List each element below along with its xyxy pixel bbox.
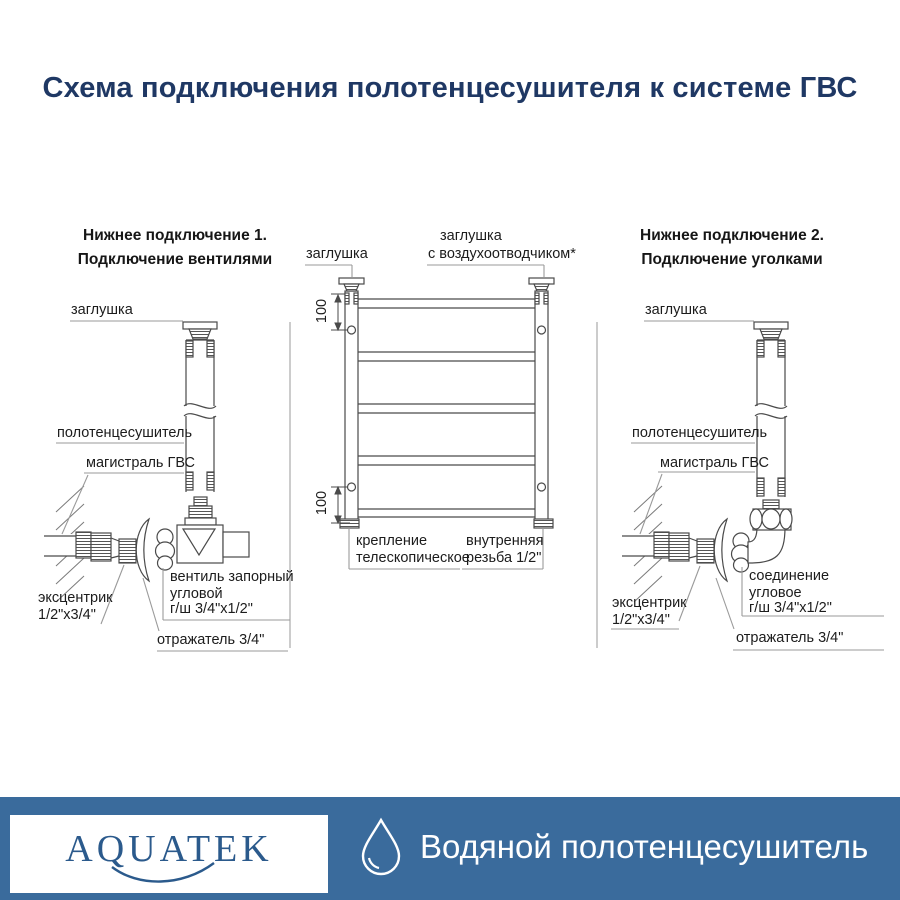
brand-logo-panel [10, 815, 328, 893]
page-title: Схема подключения полотенцесушителя к системе ГВС [42, 72, 858, 104]
footer-bar [0, 797, 900, 900]
center-label-mount-2: телескопическое [356, 550, 470, 566]
right-label-eccentric-1: эксцентрик [612, 595, 687, 611]
left-label-cap: заглушка [71, 302, 133, 318]
section-dividers [290, 322, 597, 648]
left-label-valve-3: г/ш 3/4"x1/2" [170, 601, 253, 617]
left-label-valve-2: угловой [170, 586, 223, 602]
center-label-mount-1: крепление [356, 533, 428, 549]
diagram-right-pipework [622, 322, 792, 581]
center-label-thread-1: внутренняя [466, 533, 544, 549]
right-header-line1: Нижнее подключение 2. [640, 227, 824, 244]
left-label-eccentric-2: 1/2"x3/4" [38, 607, 96, 623]
right-label-elbow-1: соединение [749, 568, 830, 584]
right-label-cap: заглушка [645, 302, 707, 318]
product-name: Водяной полотенцесушитель [420, 828, 869, 865]
left-label-reflector: отражатель 3/4" [157, 632, 265, 648]
center-dimension-top: 100 [314, 298, 331, 324]
center-label-cap-left: заглушка [306, 246, 368, 262]
water-drop-icon [360, 817, 402, 877]
left-header-line1: Нижнее подключение 1. [83, 227, 267, 244]
right-label-towel-rail: полотенцесушитель [632, 425, 768, 441]
center-dimension-bottom: 100 [314, 490, 331, 516]
left-label-towel-rail: полотенцесушитель [57, 425, 193, 441]
right-label-elbow-3: г/ш 3/4"x1/2" [749, 600, 832, 616]
right-label-reflector: отражатель 3/4" [736, 630, 844, 646]
right-label-elbow-2: угловое [749, 585, 802, 601]
center-label-thread-2: резьба 1/2" [466, 550, 542, 566]
diagram-left-pipework [44, 322, 249, 581]
right-label-supply-main: магистраль ГВС [660, 455, 769, 471]
brand-logo-text: AQUATEK [65, 828, 273, 870]
left-header-line2: Подключение вентилями [77, 251, 273, 268]
right-header-line2: Подключение уголками [641, 251, 823, 268]
center-label-cap-right-2: с воздухоотводчиком* [428, 246, 576, 262]
diagram-center-ladder [339, 278, 554, 528]
left-label-supply-main: магистраль ГВС [86, 455, 195, 471]
center-label-cap-right-1: заглушка [440, 228, 502, 244]
left-label-valve-1: вентиль запорный [170, 569, 294, 585]
right-label-eccentric-2: 1/2"x3/4" [612, 612, 670, 628]
left-label-eccentric-1: эксцентрик [38, 590, 113, 606]
